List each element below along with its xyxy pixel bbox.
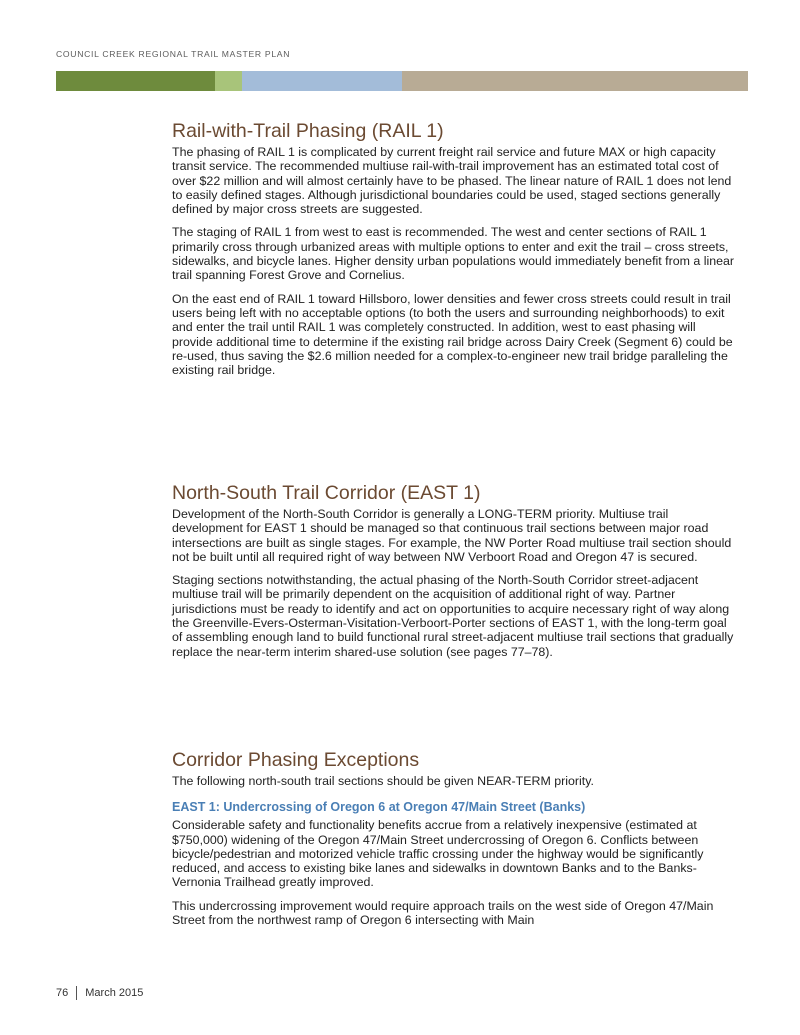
- page-footer: [56, 986, 143, 1000]
- page-number: 76: [56, 987, 69, 999]
- section-rail-phasing: [172, 120, 738, 386]
- paragraph: Staging sections notwithstanding, the actual phasing of the North-South Corridor street-adjacent multiuse trail will be primarily dependent on the acquisition of additional right of way. Partner jurisdictions must be ready to identify and act on opportunities to acquire necessary right of way along the Greenville-Evers-Osterman-Visitation-Verboort-Porter sections of EAST 1, with the long-term goal of assembling enough land to build functional rural street-adjacent multiuse trail sections that gradually replace the near-term interim shared-use solution (see pages 77–78).: [172, 573, 734, 659]
- running-header: COUNCIL CREEK REGIONAL TRAIL MASTER PLAN: [56, 49, 291, 59]
- section-north-south-corridor: [172, 482, 738, 668]
- paragraph: Development of the North-South Corridor is generally a LONG-TERM priority. Multiuse trail development for EAST 1 should be managed so that continuous trail sections between major road intersections are built as single stages. For example, the NW Porter Road multiuse trail section should not be built until all required right of way between NW Verboort Road and Oregon 47 is secured.: [172, 507, 732, 564]
- color-bar-segment-green: [56, 71, 215, 91]
- paragraph: This undercrossing improvement would require approach trails on the west side of Oregon 47/Main Street from the northwest ramp of Oregon 6 intersecting with Main: [172, 898, 714, 928]
- footer-divider: [76, 986, 77, 1000]
- color-bar-segment-tan: [402, 71, 748, 91]
- paragraph: The phasing of RAIL 1 is complicated by current freight rail service and future MAX or high capacity transit service. The recommended multiuse rail-with-trail improvement has an estimated total cost of over $22 million and will almost certainly have to be phased. The linear nature of RAIL 1 does not lend to easily defined stages. Although jurisdictional boundaries could be used, staged sections generally defined by major cross streets are suggested.: [172, 145, 732, 217]
- footer-date: March 2015: [85, 987, 144, 999]
- subsection-heading: EAST 1: Undercrossing of Oregon 6 at Oregon 47/Main Street (Banks): [172, 800, 586, 815]
- paragraph: On the east end of RAIL 1 toward Hillsboro, lower densities and fewer cross streets could result in trail users being left with no acceptable options (to both the users and surrounding neighborhoods) to exit and enter the trail until RAIL 1 was completely constructed. In addition, west to east phasing will provide additional time to determine if the existing rail bridge across Dairy Creek (Segment 6) could be re-used, thus saving the $2.6 million needed for a complex-to-engineer new trail bridge paralleling the existing rail bridge.: [172, 291, 733, 378]
- paragraph: Considerable safety and functionality benefits accrue from a relatively inexpensive (estimated at $750,000) widening of the Oregon 47/Main Street undercrossing of Oregon 6. Conflicts between bicycle/pedestrian and motorized vehicle traffic crossing under the highway would be significantly reduced, and access to existing bike lanes and sidewalks in downtown Banks and to the Banks-Vernonia Trailhead greatly improved.: [172, 818, 704, 890]
- section-heading: Corridor Phasing Exceptions: [172, 749, 420, 771]
- header-color-bar: [56, 71, 748, 91]
- color-bar-segment-light-green: [215, 71, 242, 91]
- color-bar-segment-blue: [242, 71, 402, 91]
- paragraph: The staging of RAIL 1 from west to east is recommended. The west and center sections of RAIL 1 primarily cross through urbanized areas with multiple options to enter and exit the trail – cross streets, sidewalks, and bicycle lanes. Higher density urban populations would immediately benefit from a linear trail spanning Forest Grove and Cornelius.: [172, 225, 735, 283]
- section-heading: North-South Trail Corridor (EAST 1): [172, 482, 481, 504]
- section-corridor-exceptions: [172, 749, 738, 936]
- paragraph: The following north-south trail sections should be given NEAR-TERM priority.: [172, 774, 594, 788]
- section-heading: Rail-with-Trail Phasing (RAIL 1): [172, 120, 444, 142]
